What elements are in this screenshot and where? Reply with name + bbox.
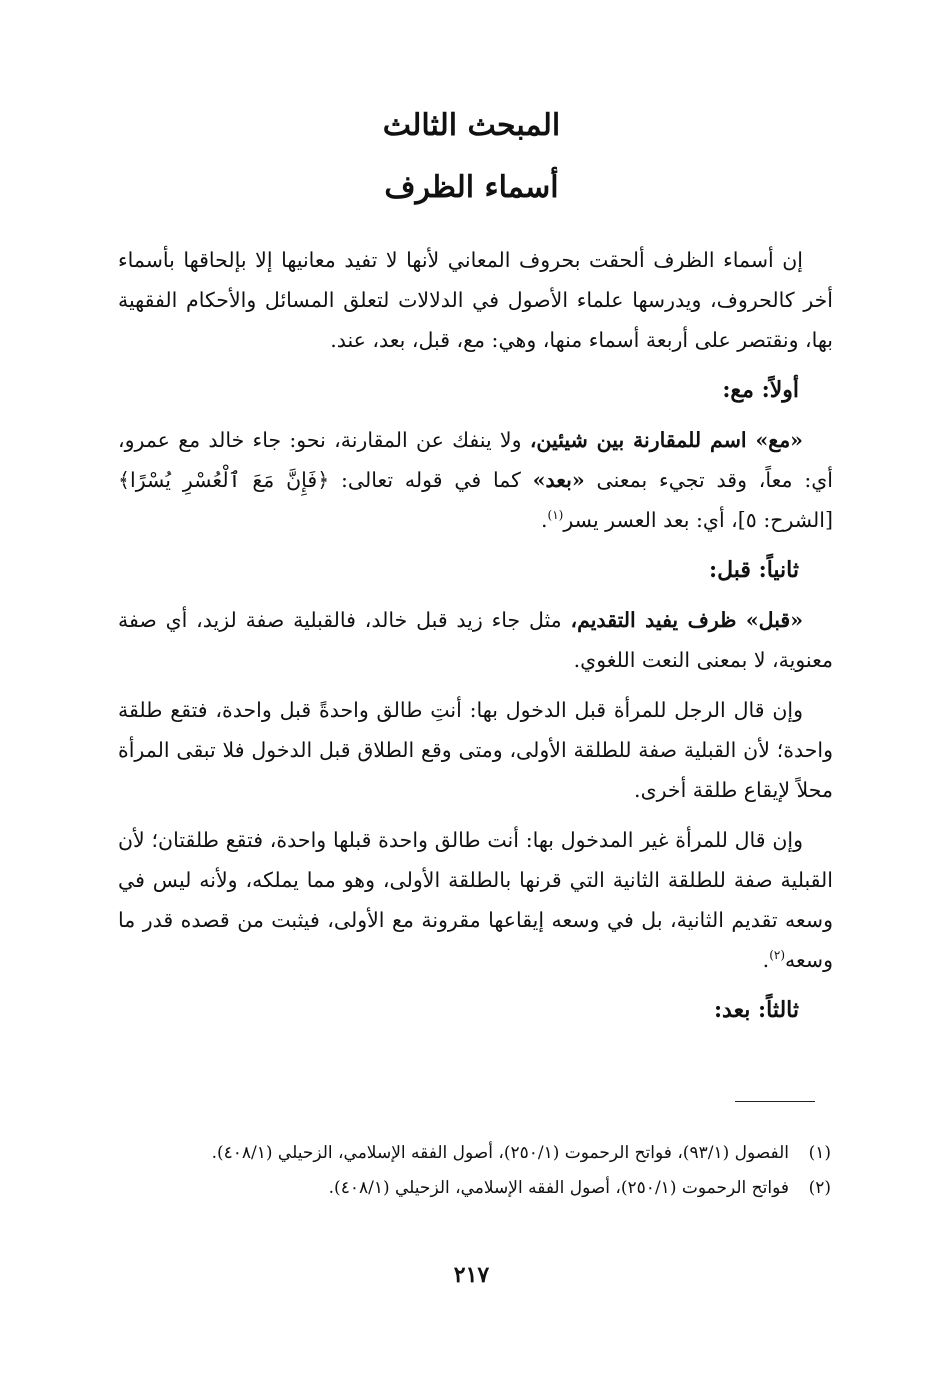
- page-number: ٢١٧: [453, 1262, 490, 1288]
- heading-second-qabl: ثانياً: قبل:: [708, 557, 799, 583]
- qabl-3-end: .: [762, 948, 770, 972]
- qabl-definition: «قبل» ظرف يفيد التقديم،: [570, 608, 804, 632]
- footnote-text: الفصول (٩٣/١)، فواتح الرحموت (٢٥٠/١)، أصول الفقه الإسلامي، الزحيلي (٤٠٨/١).: [211, 1143, 789, 1163]
- footnote-number: (٢): [808, 1178, 831, 1198]
- paragraph-qabl-3: [118, 820, 833, 980]
- paragraph-qabl-2: وإن قال الرجل للمرأة قبل الدخول بها: أنتِ طالق واحدةً قبل واحدة، فتقع طلقة واحدة؛ لأن القبلية صفة للطلقة الأولى، ومتى وقع الطلاق قبل الدخول فلا تبقى المرأة محلاً لإيقاع طلقة أخرى.: [118, 698, 833, 802]
- chapter-title: المبحث الثالث: [382, 108, 561, 143]
- footnote-text: فواتح الرحموت (٢٥٠/١)، أصول الفقه الإسلامي، الزحيلي (٤٠٨/١).: [328, 1178, 789, 1198]
- ma-text-2: كما في قوله تعالى: ﴿فَإِنَّ مَعَ ٱلْعُسْرِ يُسْرًا﴾ [الشرح: ٥]، أي: بعد العسر يسر: [118, 468, 833, 532]
- main-text: [118, 240, 833, 1040]
- footnotes: [118, 1138, 831, 1208]
- footnote-item: [118, 1173, 831, 1204]
- ma-bold-word: «بعد»: [532, 468, 585, 492]
- footnote-ref-2[interactable]: (٢): [769, 948, 786, 963]
- ma-text: ولا ينفك عن المقارنة، نحو: جاء خالد مع عمرو، أي: معاً، وقد تجيء بمعنى: [118, 428, 833, 492]
- ma-end: .: [541, 508, 548, 532]
- paragraph-ma: [118, 420, 833, 540]
- heading-first-ma: أولاً: مع:: [722, 377, 799, 403]
- footnote-number: (١): [808, 1143, 831, 1163]
- paragraph-qabl: [118, 600, 833, 680]
- qabl-3-text: وإن قال للمرأة غير المدخول بها: أنت طالق واحدة قبلها واحدة، فتقع طلقتان؛ لأن القبلية صفة للطلقة الثانية التي قرنها بالطلقة الأولى، وهو مما يملكه، ولأنه ليس في وسعه تقديم الثانية، بل في وسعه إيقاعها مقرونة مع الأولى، فيثبت من قصده قدر ما وسعه: [118, 828, 833, 972]
- footnote-ref-1[interactable]: (١): [547, 508, 564, 523]
- ma-definition: «مع» اسم للمقارنة بين شيئين،: [529, 428, 803, 452]
- footnote-separator: [735, 1101, 815, 1102]
- qabl-text: مثل جاء زيد قبل خالد، فالقبلية صفة لزيد، أي صفة معنوية، لا بمعنى النعت اللغوي.: [118, 608, 833, 672]
- heading-third-baad: ثالثاً: بعد:: [713, 997, 799, 1023]
- section-title: أسماء الظرف: [384, 170, 559, 205]
- intro-paragraph: إن أسماء الظرف ألحقت بحروف المعاني لأنها لا تفيد معانيها إلا بإلحاقها بأسماء أخر كالحروف، ويدرسها علماء الأصول في الدلالات لتعلق المسائل والأحكام الفقهية بها، ونقتصر على أربعة أسماء منها، وهي: مع، قبل، بعد، عند.: [118, 248, 833, 352]
- footnote-item: [118, 1138, 831, 1169]
